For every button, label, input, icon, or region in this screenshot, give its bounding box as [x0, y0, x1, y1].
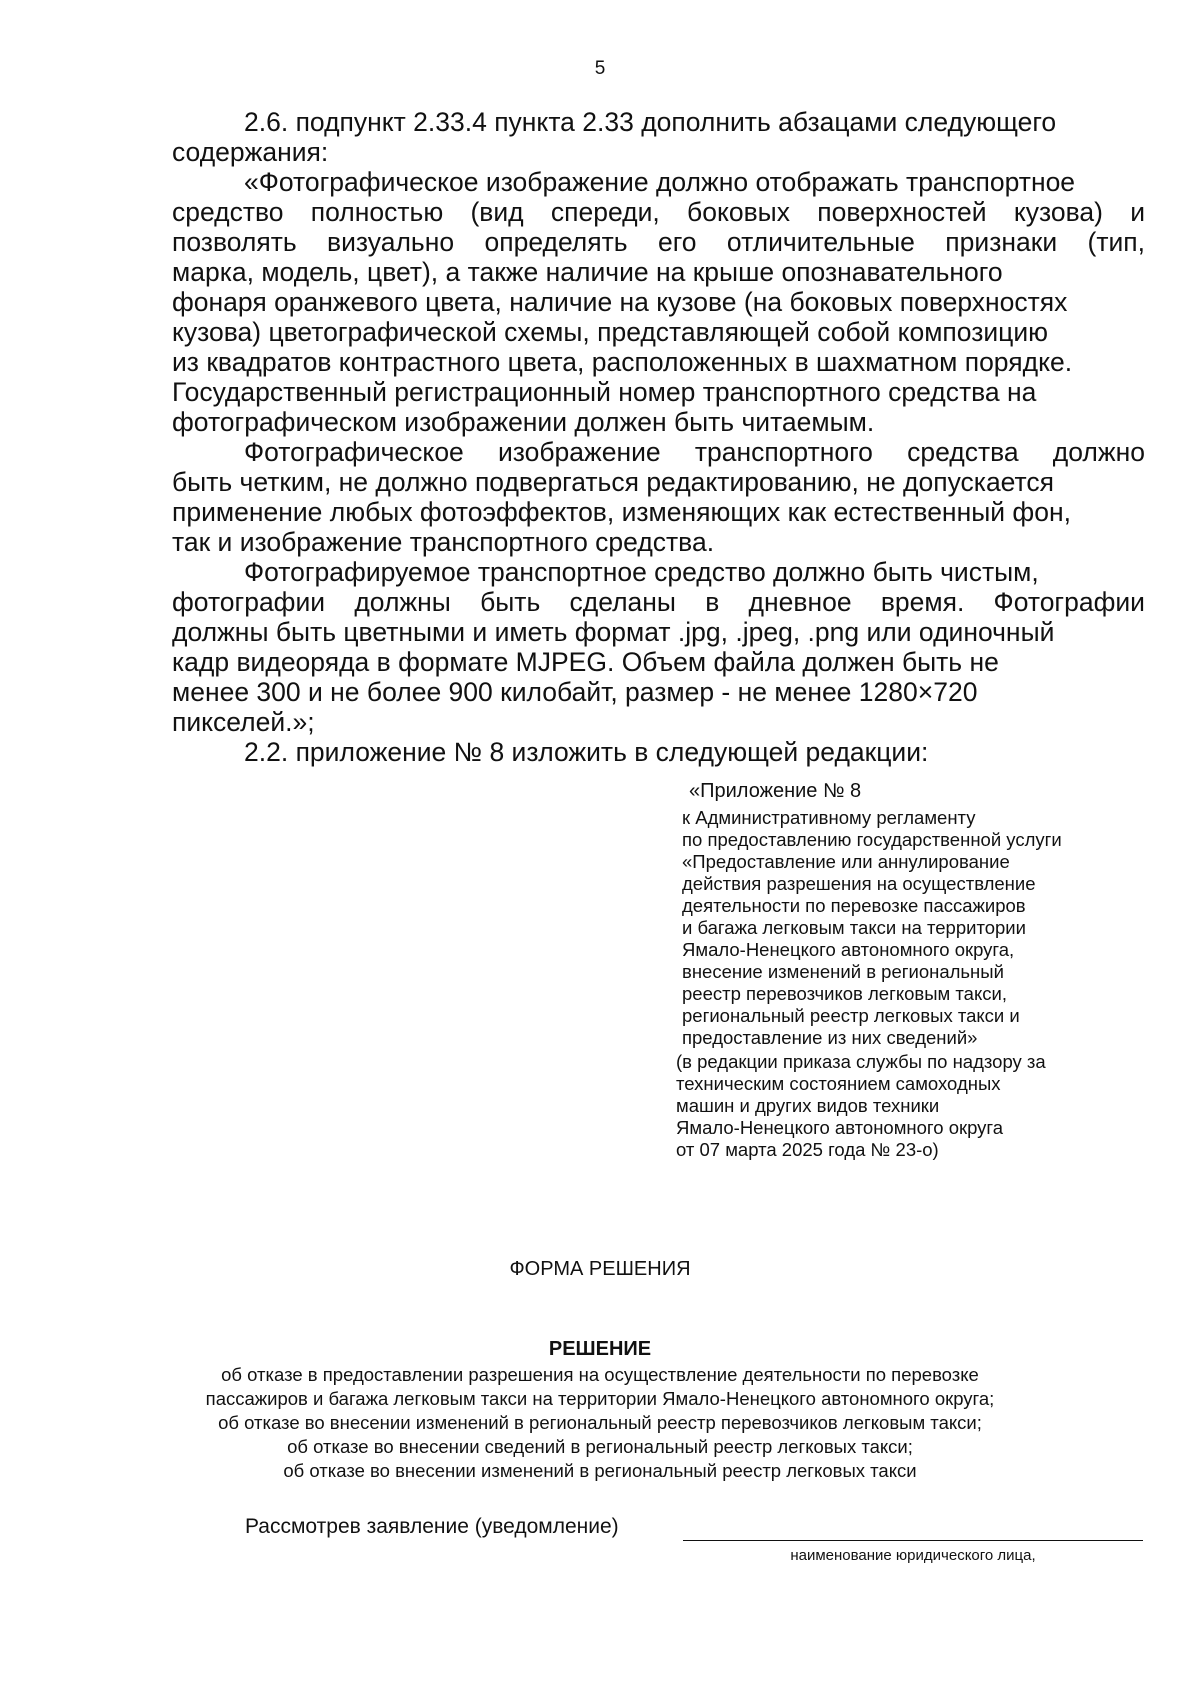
applicant-name-caption: наименование юридического лица, — [790, 1547, 1036, 1564]
review-label: Рассмотрев заявление (уведомление) — [245, 1515, 619, 1538]
body-line: позволять визуально определять его отличительные признаки (тип, — [172, 227, 1145, 257]
body-line: Фотографируемое транспортное средство должно быть чистым, — [244, 557, 1039, 587]
appendix-line: к Административному регламенту — [682, 807, 976, 828]
body-line: фотографическом изображении должен быть читаемым. — [172, 407, 875, 437]
decision-title: РЕШЕНИЕ — [548, 1338, 652, 1360]
appendix-line: «Предоставление или аннулирование — [682, 851, 1010, 872]
body-line: кузова) цветографической схемы, представляющей собой композицию — [172, 317, 1049, 347]
appendix-line: техническим состоянием самоходных — [676, 1073, 1001, 1094]
appendix-line: деятельности по перевозке пассажиров — [682, 895, 1026, 916]
decision-line: об отказе в предоставлении разрешения на осуществление деятельности по перевозке — [221, 1364, 979, 1385]
body-line: Государственный регистрационный номер транспортного средства на — [172, 377, 1037, 407]
body-line: должны быть цветными и иметь формат .jpg, .jpeg, .png или одиночный — [172, 617, 1055, 647]
decision-line: пассажиров и багажа легковым такси на территории Ямало-Ненецкого автономного округа; — [205, 1388, 995, 1409]
body-line: пикселей.»; — [172, 707, 315, 737]
appendix-line: Ямало-Ненецкого автономного округа, — [682, 939, 1015, 960]
body-line: «Фотографическое изображение должно отображать транспортное — [244, 167, 1076, 197]
body-line: содержания: — [172, 137, 329, 167]
body-line: кадр видеоряда в формате MJPEG. Объем файла должен быть не — [172, 647, 999, 677]
body-line: 2.2. приложение № 8 изложить в следующей редакции: — [244, 737, 929, 767]
appendix-line: по предоставлению государственной услуги — [682, 829, 1062, 850]
appendix-line: и багажа легковым такси на территории — [682, 917, 1026, 938]
appendix-line: машин и других видов техники — [676, 1095, 940, 1116]
body-line: из квадратов контрастного цвета, расположенных в шахматном порядке. — [172, 347, 1073, 377]
appendix-line: предоставление из них сведений» — [682, 1027, 978, 1048]
body-line: марка, модель, цвет), а также наличие на крыше опознавательного — [172, 257, 1003, 287]
body-line: фонаря оранжевого цвета, наличие на кузове (на боковых поверхностях — [172, 287, 1068, 317]
page-number: 5 — [594, 58, 606, 79]
body-line: менее 300 и не более 900 килобайт, размер - не менее 1280×720 — [172, 677, 978, 707]
appendix-line: Ямало-Ненецкого автономного округа — [676, 1117, 1004, 1138]
form-title: ФОРМА РЕШЕНИЯ — [509, 1258, 691, 1280]
body-line: так и изображение транспортного средства. — [172, 527, 715, 557]
appendix-title: «Приложение № 8 — [689, 780, 862, 802]
body-line: средство полностью (вид спереди, боковых поверхностей кузова) и — [172, 197, 1145, 227]
decision-line: об отказе во внесении сведений в региональный реестр легковых такси; — [287, 1436, 913, 1457]
body-line: применение любых фотоэффектов, изменяющих как естественный фон, — [172, 497, 1071, 527]
body-line: 2.6. подпункт 2.33.4 пункта 2.33 дополнить абзацами следующего — [244, 107, 1057, 137]
applicant-name-field[interactable] — [683, 1540, 1143, 1541]
appendix-line: реестр перевозчиков легковым такси, — [682, 983, 1007, 1004]
body-line: фотографии должны быть сделаны в дневное время. Фотографии — [172, 587, 1145, 617]
appendix-line: внесение изменений в региональный — [682, 961, 1004, 982]
appendix-line: (в редакции приказа службы по надзору за — [676, 1051, 1046, 1072]
decision-line: об отказе во внесении изменений в региональный реестр легковых такси — [283, 1460, 917, 1481]
body-line: Фотографическое изображение транспортного средства должно — [244, 437, 1145, 467]
appendix-line: от 07 марта 2025 года № 23-о) — [676, 1139, 939, 1160]
body-line: быть четким, не должно подвергаться редактированию, не допускается — [172, 467, 1054, 497]
decision-line: об отказе во внесении изменений в региональный реестр перевозчиков легковым такси; — [218, 1412, 982, 1433]
appendix-line: региональный реестр легковых такси и — [682, 1005, 1020, 1026]
appendix-line: действия разрешения на осуществление — [682, 873, 1036, 894]
